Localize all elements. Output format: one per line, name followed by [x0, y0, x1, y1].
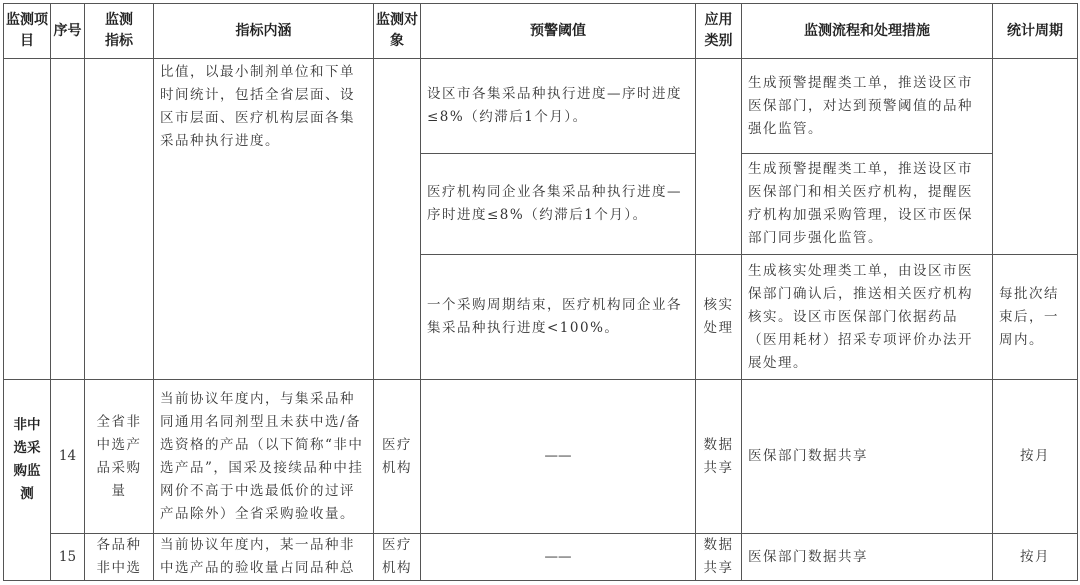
- content-cell: 当前协议年度内，某一品种非中选产品的验收量占同品种总: [154, 534, 374, 581]
- header-row: [4, 4, 1078, 59]
- header-cell: 统计周期: [993, 4, 1078, 59]
- empty-cell: [374, 59, 421, 380]
- header-cell: 应用类别: [696, 4, 742, 59]
- content-cell: 比值，以最小制剂单位和下单时间统计，包括全省层面、设区市层面、医疗机构层面各集采品种执行进度。: [154, 59, 374, 380]
- table-row: [4, 380, 1078, 534]
- measure-cell: 生成核实处理类工单，由设区市医保部门确认后，推送相关医疗机构核实。设区市医保部门依据药品（医用耗材）招采专项评价办法开展处理。: [742, 255, 993, 380]
- threshold-cell: 医疗机构同企业各集采品种执行进度—序时进度≤8%（约滞后1个月）。: [421, 154, 696, 255]
- table-row: [4, 534, 1078, 581]
- threshold-cell: ——: [421, 380, 696, 534]
- header-cell: 监测指标: [85, 4, 154, 59]
- no-cell: 14: [51, 380, 85, 534]
- header-cell: 监测项目: [4, 4, 51, 59]
- monitoring-table: [3, 3, 1078, 581]
- period-cell: 按月: [993, 534, 1078, 581]
- empty-cell: [696, 59, 742, 255]
- empty-cell: [51, 59, 85, 380]
- measure-cell: 医保部门数据共享: [742, 534, 993, 581]
- threshold-cell: 一个采购周期结束，医疗机构同企业各集采品种执行进度<100%。: [421, 255, 696, 380]
- header-cell: 序号: [51, 4, 85, 59]
- empty-cell: [993, 59, 1078, 255]
- measure-cell: 医保部门数据共享: [742, 380, 993, 534]
- category-cell: 数据共享: [696, 534, 742, 581]
- period-cell: 每批次结束后，一周内。: [993, 255, 1078, 380]
- empty-cell: [4, 59, 51, 380]
- category-cell: 核实处理: [696, 255, 742, 380]
- object-cell: 医疗机构: [374, 380, 421, 534]
- header-cell: 预警阈值: [421, 4, 696, 59]
- threshold-cell: ——: [421, 534, 696, 581]
- threshold-cell: 设区市各集采品种执行进度—序时进度≤8%（约滞后1个月）。: [421, 59, 696, 154]
- measure-cell: 生成预警提醒类工单，推送设区市医保部门和相关医疗机构，提醒医疗机构加强采购管理，设区市医保部门同步强化监管。: [742, 154, 993, 255]
- indicator-cell: 全省非中选产品采购量: [85, 380, 154, 534]
- no-cell: 15: [51, 534, 85, 581]
- table-row: [4, 59, 1078, 154]
- measure-cell: 生成预警提醒类工单，推送设区市医保部门，对达到预警阈值的品种强化监管。: [742, 59, 993, 154]
- header-cell: 监测对象: [374, 4, 421, 59]
- header-cell: 指标内涵: [154, 4, 374, 59]
- content-cell: 当前协议年度内，与集采品种同通用名同剂型且未获中选/备选资格的产品（以下简称“非中选产品”，国采及接续品种中挂网价不高于中选最低价的过评产品除外）全省采购验收量。: [154, 380, 374, 534]
- category-cell: 数据共享: [696, 380, 742, 534]
- empty-cell: [85, 59, 154, 380]
- header-cell: 监测流程和处理措施: [742, 4, 993, 59]
- period-cell: 按月: [993, 380, 1078, 534]
- object-cell: 医疗机构: [374, 534, 421, 581]
- indicator-cell: 各品种非中选: [85, 534, 154, 581]
- group-cell: 非中选采购监测: [4, 380, 51, 581]
